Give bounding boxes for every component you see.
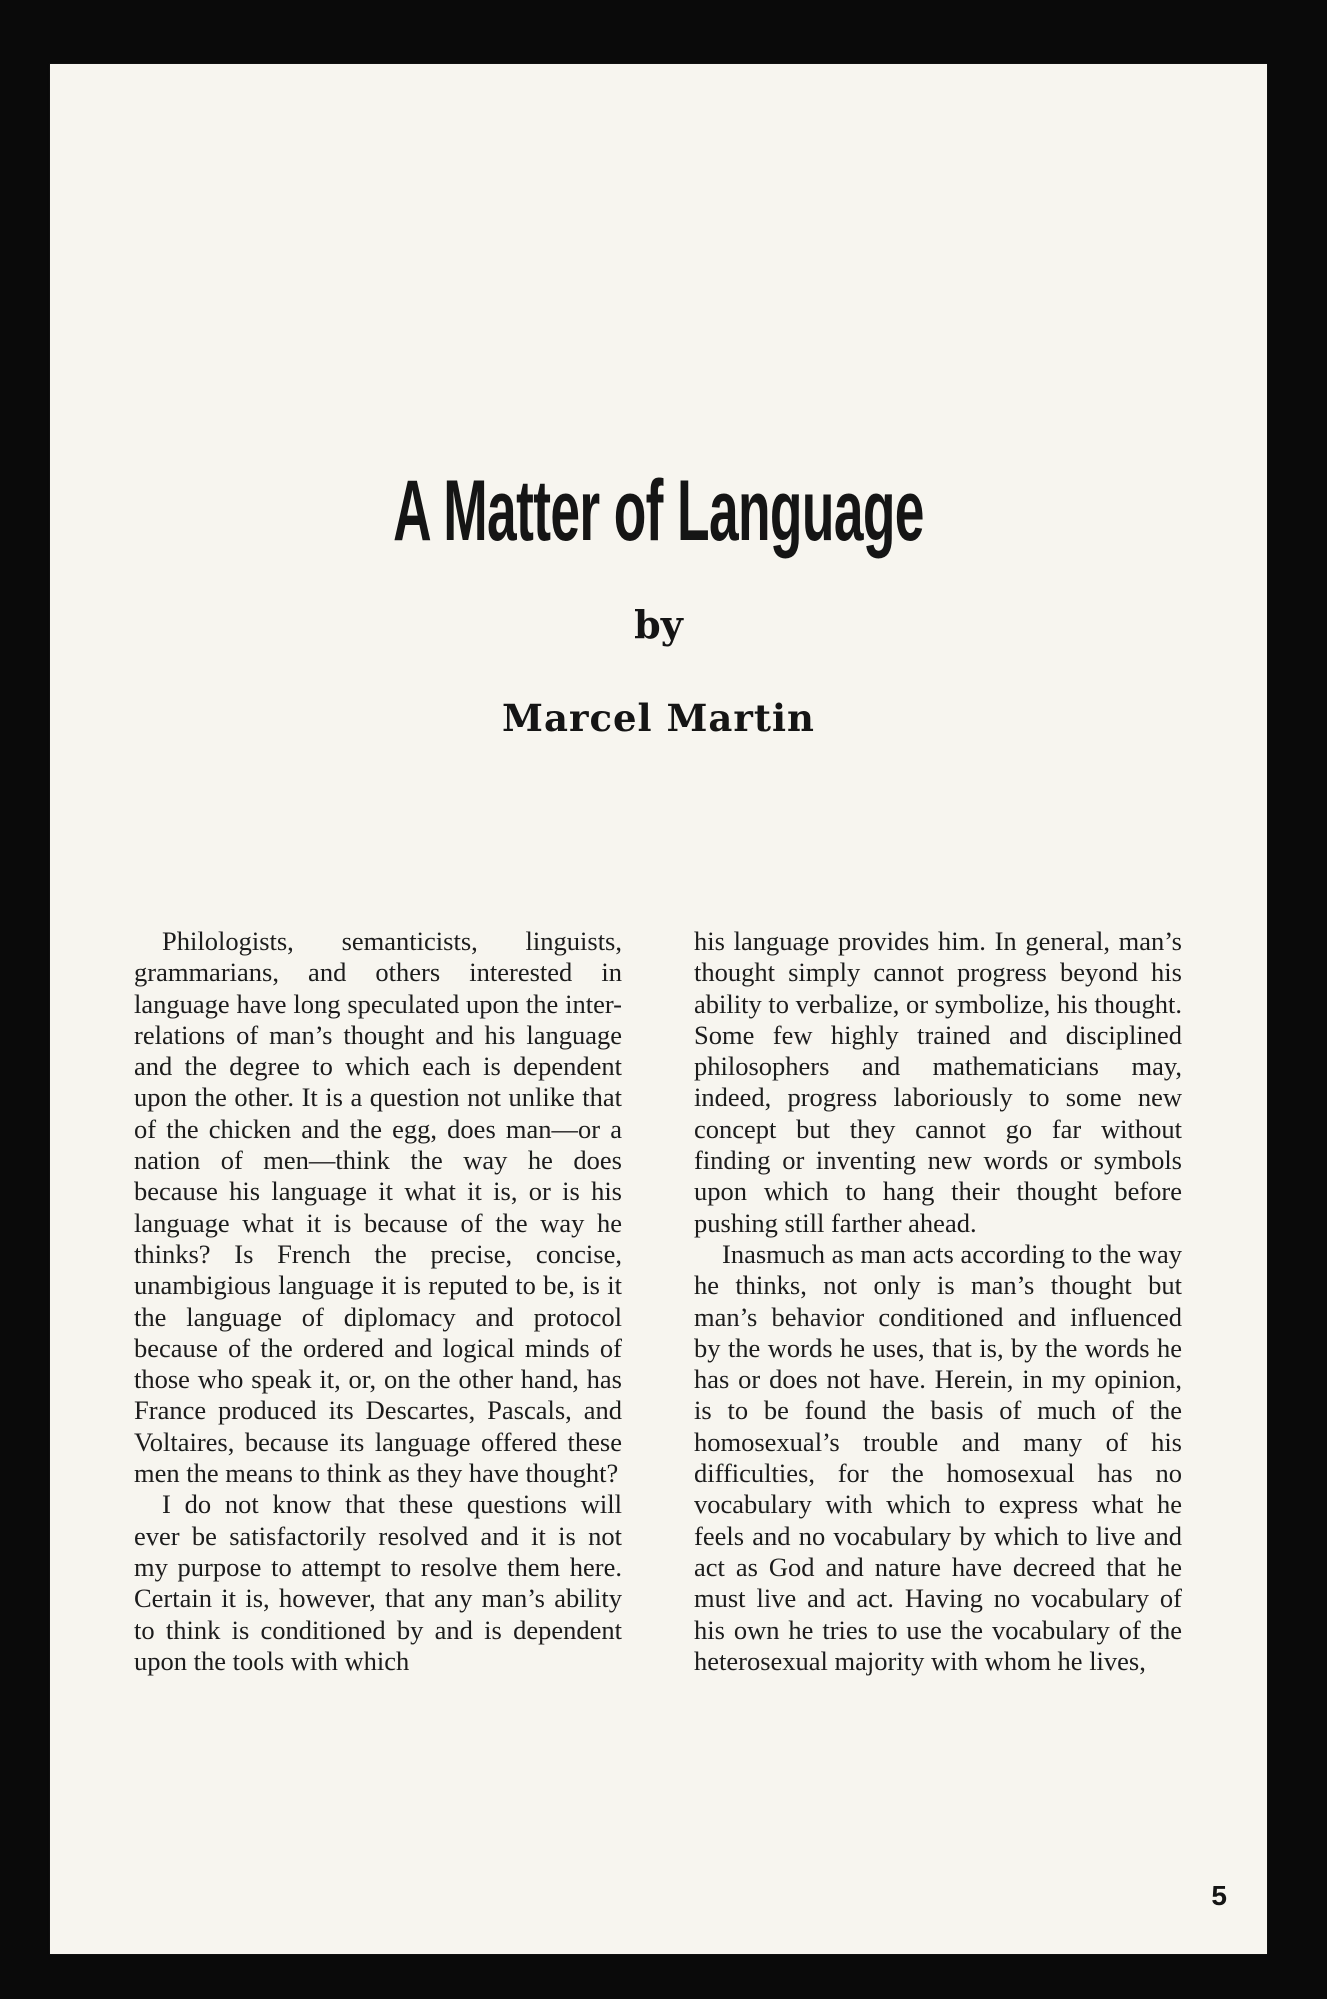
paragraph: Philologists, semanticists, linguists, grammarians, and others interested in language have long speculated upon the inter-relations of man’s thought and his language and the degree to which each is dependent upon the other. It is a question not unlike that of the chicken and the egg, does man—or a nation of men—think the way he does because his language it what it is, or is his language what it is because of the way he thinks? Is French the precise, concise, unambigious language it is reputed to be, is it the language of diplomacy and protocol because of the ordered and logical minds of those who speak it, or, on the other hand, has France produced its Descartes, Pascals, and Voltaires, because its language offered these men the means to think as they have thought? xyxy=(134,926,622,1489)
article-title: A Matter of Language xyxy=(393,462,924,559)
paragraph: I do not know that these questions will ever be satisfactorily resolved and it is not my purpose to attempt to resolve them here. Certain it is, however, that any man’s ability to think is conditioned by and is dependent upon the tools with which xyxy=(134,1489,622,1676)
magazine-page xyxy=(50,64,1267,1954)
paragraph: Inasmuch as man acts according to the way he thinks, not only is man’s thought but man’s behavior conditioned and influenced by the words he uses, that is, by the words he has or does not have. Herein, in my opinion, is to be found the basis of much of the homosexual’s trouble and many of his difficulties, for the homosexual has no vocabulary with which to express what he feels and no vocabulary by which to live and act as God and nature have decreed that he must live and act. Having no vocabulary of his own he tries to use the vocabulary of the heterosexual majority with whom he lives, xyxy=(694,1238,1182,1676)
byline: by xyxy=(634,602,683,647)
left-column xyxy=(134,926,622,1677)
author-name: Marcel Martin xyxy=(502,696,815,740)
right-column xyxy=(694,926,1182,1677)
page-number: 5 xyxy=(1211,1880,1227,1911)
paragraph: his language provides him. In general, man’s thought simply cannot progress beyond his ability to verbalize, or symbolize, his thought. Some few highly trained and disciplined philosophers and mathematicians may, indeed, progress laboriously to some new concept but they cannot go far without finding or inventing new words or symbols upon which to hang their thought before pushing still farther ahead. xyxy=(694,926,1182,1238)
